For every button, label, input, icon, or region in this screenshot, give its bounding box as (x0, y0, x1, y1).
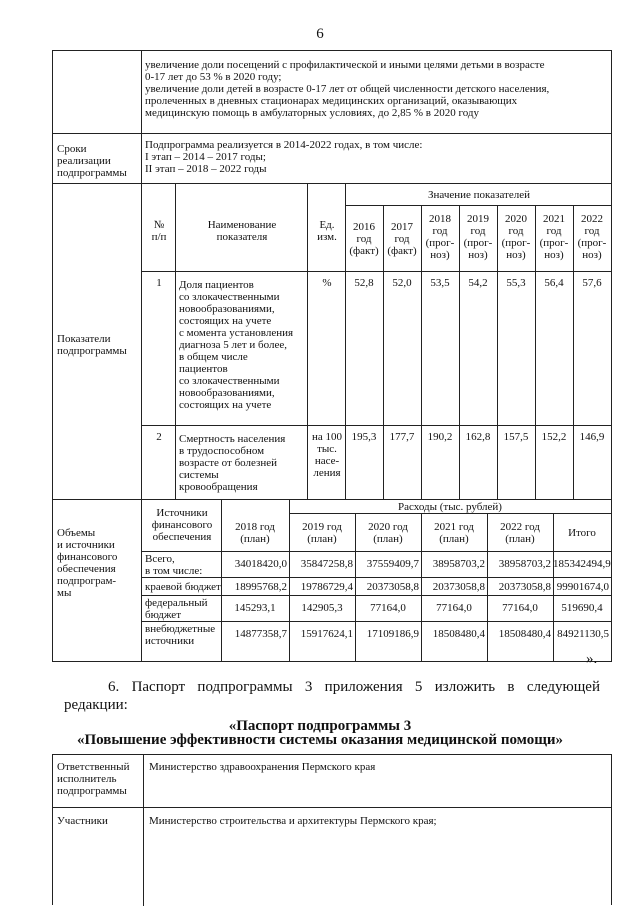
year-line: (план) (439, 533, 469, 545)
year-line: (прог- (425, 237, 455, 249)
fin-cell: 18995768,2 (234, 581, 287, 593)
name-line: со злокачественными (179, 291, 280, 303)
terms-text (145, 139, 609, 175)
year-line: 2022 (581, 213, 603, 225)
terms-line: Подпрограмма реализуется в 2014-2022 годах, в том числе: (145, 139, 423, 151)
unit-line: тыс. (317, 443, 337, 455)
header-line: № (153, 219, 165, 231)
year-line: 2021 (543, 213, 565, 225)
year-line: 2021 год (434, 521, 474, 533)
name-line: с момента установления (179, 327, 294, 339)
top-line: 0-17 лет до 53 % в 2020 году; (145, 71, 282, 83)
year-line: ноз) (544, 249, 564, 261)
year-line: (факт) (387, 245, 417, 257)
year-line: 2017 (391, 221, 413, 233)
responsible-value: Министерство здравоохранения Пермского края (149, 761, 376, 773)
fin-cell: 20373058,8 (432, 581, 485, 593)
indicators-label (57, 333, 141, 357)
row2-value-2016: 195,3 (351, 431, 377, 443)
row1-value-2021: 56,4 (544, 277, 564, 289)
year-header-2020 (497, 213, 535, 261)
fin-cell: 20373058,8 (498, 581, 551, 593)
fin-cell: 37559409,7 (366, 558, 419, 570)
year-line: (прог- (501, 237, 531, 249)
label-line: и источники (57, 539, 115, 551)
year-header-2016 (345, 221, 383, 257)
year-line: год (470, 225, 486, 237)
passport-table (52, 754, 612, 905)
row2-value-2018: 190,2 (427, 431, 453, 443)
row2-value-2022: 146,9 (579, 431, 605, 443)
fin-cell: 20373058,8 (366, 581, 419, 593)
fin-year-2020 (355, 521, 421, 545)
header-line: п/п (151, 231, 167, 243)
finance-label (57, 527, 141, 599)
name-line: со злокачественными (179, 375, 280, 387)
subprogram-passport-table (52, 50, 612, 662)
fin-cell: 34018420,0 (234, 558, 287, 570)
header-line: обеспечения (152, 531, 212, 543)
fin-year-2018 (221, 521, 289, 545)
name-line: возрасте от болезней (179, 457, 278, 469)
name-line: в общем числе (179, 351, 248, 363)
year-line: год (394, 233, 410, 245)
label-line: Сроки (57, 143, 87, 155)
responsible-label (57, 761, 143, 797)
label-line: Ответственный (57, 761, 130, 773)
col-name-header (177, 219, 307, 243)
unit-line: ления (313, 467, 341, 479)
row1-value-2022: 57,6 (582, 277, 602, 289)
year-line: (прог- (463, 237, 493, 249)
top-line: медицинскую помощь в амбулаторных условиях, до 2,85 % в 2020 году (145, 107, 479, 119)
name-line: внебюджетные (145, 623, 216, 635)
name-line: федеральный (145, 597, 208, 609)
label-line: подпрограм- (57, 575, 117, 587)
name-line: в том числе: (145, 565, 203, 577)
year-line: 2020 год (368, 521, 408, 533)
fin-cell: 17109186,9 (366, 628, 419, 640)
passport-subtitle: «Повышение эффективности системы оказания медицинской помощи» (76, 732, 563, 748)
name-line: Доля пациентов (179, 279, 254, 291)
header-line: Наименование (207, 219, 277, 231)
year-line: ноз) (506, 249, 526, 261)
row1-value-2016: 52,8 (354, 277, 374, 289)
fin-cell: 77164,0 (436, 602, 472, 614)
name-line: бюджет (145, 609, 181, 621)
year-line: ноз) (582, 249, 602, 261)
fin-cell: 19786729,4 (300, 581, 353, 593)
row2-unit (309, 431, 345, 479)
year-line: 2022 год (500, 521, 540, 533)
fin-cell: 14877358,7 (234, 628, 287, 640)
header-line: финансового (151, 519, 213, 531)
label-line: мы (57, 587, 72, 599)
participants-value: Министерство строительства и архитектуры Пермского края; (149, 815, 437, 827)
year-line: (план) (240, 533, 270, 545)
fin-row-name (145, 623, 221, 647)
label-line: подпрограммы (57, 167, 127, 179)
name-line: состоящих на учете (179, 315, 272, 327)
participants-label: Участники (57, 815, 108, 827)
year-line: ноз) (430, 249, 450, 261)
year-line: год (508, 225, 524, 237)
name-line: источники (145, 635, 195, 647)
year-header-2022 (573, 213, 611, 261)
year-line: год (546, 225, 562, 237)
fin-cell: 519690,4 (561, 602, 603, 614)
terms-line: II этап – 2018 – 2022 годы (145, 163, 267, 175)
label-line: обеспечения (57, 563, 116, 575)
year-line: 2018 (429, 213, 451, 225)
fin-cell: 77164,0 (370, 602, 406, 614)
row1-value-2020: 55,3 (506, 277, 526, 289)
name-line: новообразованиями, (179, 387, 275, 399)
year-line: (план) (307, 533, 337, 545)
fin-cell: 77164,0 (502, 602, 538, 614)
year-line: 2016 (353, 221, 375, 233)
fin-row-name (145, 553, 221, 577)
values-header: Значение показателей (428, 189, 530, 201)
year-header-2017 (383, 221, 421, 257)
terms-line: I этап – 2014 – 2017 годы; (145, 151, 266, 163)
name-line: в трудоспособном (179, 445, 265, 457)
year-line: 2019 год (302, 521, 342, 533)
label-line: финансового (57, 551, 118, 563)
label-line: подпрограммы (57, 785, 127, 797)
fin-cell: 18508480,4 (498, 628, 551, 640)
fin-row-name (145, 597, 221, 621)
year-line: (факт) (349, 245, 379, 257)
closing-quote: ». (586, 651, 598, 667)
top-line: пролеченных в дневных стационарах медицинских организаций, оказывающих (145, 95, 518, 107)
label-line: подпрограммы (57, 345, 127, 357)
year-header-2018 (421, 213, 459, 261)
header-line: Ед. (319, 219, 335, 231)
fin-cell: 15917624,1 (300, 628, 353, 640)
row2-name (179, 433, 307, 493)
year-line: год (356, 233, 372, 245)
fin-cell: 99901674,0 (556, 581, 609, 593)
year-line: ноз) (468, 249, 488, 261)
fin-total-header: Итого (568, 527, 596, 539)
name-line: Смертность населения (179, 433, 286, 445)
name-line: пациентов (179, 363, 228, 375)
row2-value-2021: 152,2 (541, 431, 567, 443)
year-line: год (584, 225, 600, 237)
top-line: увеличение доли посещений с профилактической и иными целями детьми в возрасте (145, 59, 545, 71)
fin-year-2022 (487, 521, 553, 545)
row1-number: 1 (156, 277, 162, 289)
header-line: показателя (216, 231, 268, 243)
unit-line: на 100 (311, 431, 343, 443)
name-line: Всего, (145, 553, 175, 565)
fin-row-name: краевой бюджет (145, 581, 221, 593)
name-line: состоящих на учете (179, 399, 272, 411)
header-line: Источники (156, 507, 208, 519)
fin-cell: 142905,3 (301, 602, 343, 614)
year-line: (план) (373, 533, 403, 545)
fin-cell: 38958703,2 (432, 558, 485, 570)
row2-value-2017: 177,7 (389, 431, 415, 443)
label-line: Объемы (57, 527, 96, 539)
row1-value-2019: 54,2 (468, 277, 488, 289)
row2-number: 2 (156, 431, 162, 443)
name-line: системы (179, 469, 219, 481)
year-line: (прог- (577, 237, 607, 249)
year-line: (прог- (539, 237, 569, 249)
year-line: 2019 (467, 213, 489, 225)
fin-cell: 185342494,9 (553, 558, 611, 570)
top-row-text (145, 59, 609, 119)
fin-year-2019 (289, 521, 355, 545)
header-line: изм. (317, 231, 337, 243)
col-unit-header (309, 219, 345, 243)
terms-label (57, 143, 141, 179)
row1-name (179, 279, 307, 411)
row2-value-2020: 157,5 (503, 431, 529, 443)
fin-cell: 145293,1 (234, 602, 276, 614)
name-line: новообразованиями, (179, 303, 275, 315)
paragraph-line-2: редакции: (64, 697, 128, 713)
unit-line: насе- (314, 455, 340, 467)
col-number-header (143, 219, 175, 243)
paragraph-line-1: 6. Паспорт подпрограммы 3 приложения 5 изложить в следующей (108, 679, 600, 695)
year-line: 2018 год (235, 521, 275, 533)
year-line: 2020 (505, 213, 527, 225)
name-line: диагноза 5 лет и более, (179, 339, 288, 351)
row1-value-2017: 52,0 (392, 277, 412, 289)
fin-year-2021 (421, 521, 487, 545)
year-line: (план) (505, 533, 535, 545)
name-line: кровообращения (179, 481, 258, 493)
sources-header (143, 507, 221, 543)
label-line: Показатели (57, 333, 111, 345)
fin-cell: 35847258,8 (300, 558, 353, 570)
fin-cell: 18508480,4 (432, 628, 485, 640)
row2-value-2019: 162,8 (465, 431, 491, 443)
passport-title: «Паспорт подпрограммы 3 (228, 718, 412, 734)
top-line: увеличение доли детей в возрасте 0-17 лет от общей численности детского населения, (145, 83, 550, 95)
year-line: год (432, 225, 448, 237)
page-number: 6 (316, 26, 324, 42)
year-header-2021 (535, 213, 573, 261)
fin-cell: 84921130,5 (557, 628, 609, 640)
fin-cell: 38958703,2 (498, 558, 551, 570)
row1-unit: % (322, 277, 332, 289)
row1-value-2018: 53,5 (430, 277, 450, 289)
label-line: реализации (57, 155, 111, 167)
label-line: исполнитель (57, 773, 117, 785)
expenses-header: Расходы (тыс. рублей) (398, 501, 502, 513)
year-header-2019 (459, 213, 497, 261)
